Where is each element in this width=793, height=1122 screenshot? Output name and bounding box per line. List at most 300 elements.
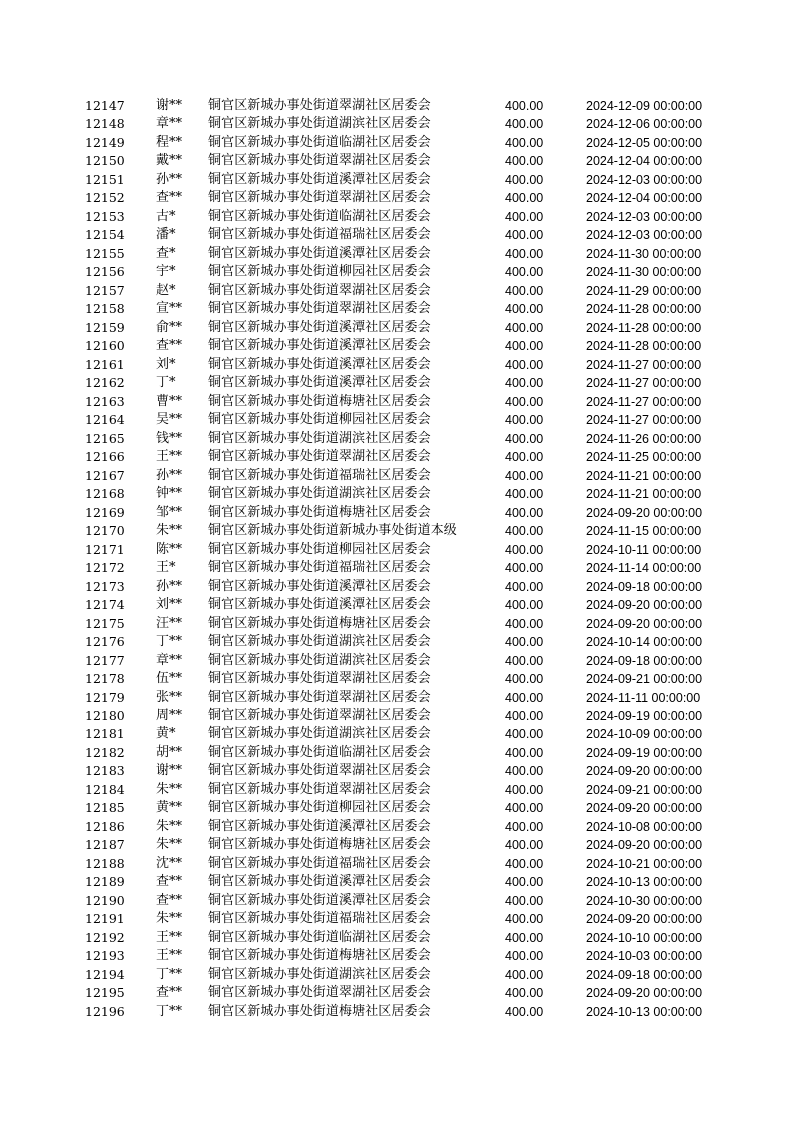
recipient-name: 朱** (156, 781, 183, 797)
record-id: 12195 (85, 985, 125, 1001)
amount: 400.00 (505, 265, 544, 280)
date: 2024-11-11 00:00:00 (586, 690, 701, 705)
date: 2024-10-08 00:00:00 (586, 819, 703, 834)
record-id: 12153 (85, 208, 125, 224)
date: 2024-12-04 00:00:00 (586, 191, 703, 206)
date: 2024-09-18 00:00:00 (586, 967, 703, 982)
date: 2024-11-21 00:00:00 (586, 468, 702, 483)
date: 2024-09-20 00:00:00 (586, 764, 703, 779)
record-id: 12158 (85, 301, 125, 317)
organization: 铜官区新城办事处街道溪潭社区居委会 (208, 818, 431, 834)
record-id: 12175 (85, 615, 125, 631)
table-row (0, 319, 793, 337)
table-row (0, 245, 793, 263)
table-row (0, 929, 793, 947)
recipient-name: 张** (156, 689, 183, 705)
organization: 铜官区新城办事处街道湖滨社区居委会 (208, 430, 431, 446)
table-row (0, 966, 793, 984)
amount: 400.00 (505, 579, 544, 594)
amount: 400.00 (505, 672, 544, 687)
amount: 400.00 (505, 727, 544, 742)
table-row (0, 337, 793, 355)
date: 2024-12-03 00:00:00 (586, 172, 703, 187)
record-id: 12176 (85, 634, 125, 650)
recipient-name: 查* (156, 245, 176, 261)
amount: 400.00 (505, 135, 544, 150)
record-id: 12167 (85, 467, 125, 483)
date: 2024-09-19 00:00:00 (586, 745, 703, 760)
organization: 铜官区新城办事处街道梅塘社区居委会 (208, 393, 431, 409)
recipient-name: 钱** (156, 430, 183, 446)
date: 2024-10-14 00:00:00 (586, 635, 703, 650)
record-id: 12190 (85, 892, 125, 908)
recipient-name: 汪** (156, 615, 183, 631)
organization: 铜官区新城办事处街道临湖社区居委会 (208, 134, 431, 150)
recipient-name: 古* (156, 208, 176, 224)
amount: 400.00 (505, 431, 544, 446)
table-row (0, 282, 793, 300)
record-id: 12163 (85, 393, 125, 409)
record-id: 12180 (85, 707, 125, 723)
date: 2024-09-20 00:00:00 (586, 986, 703, 1001)
organization: 铜官区新城办事处街道福瑞社区居委会 (208, 911, 431, 927)
table-row (0, 411, 793, 429)
table-row (0, 615, 793, 633)
record-id: 12185 (85, 800, 125, 816)
recipient-name: 刘** (156, 597, 183, 613)
table-row (0, 115, 793, 133)
date: 2024-09-21 00:00:00 (586, 672, 703, 687)
organization: 铜官区新城办事处街道溪潭社区居委会 (208, 578, 431, 594)
date: 2024-12-05 00:00:00 (586, 135, 703, 150)
organization: 铜官区新城办事处街道福瑞社区居委会 (208, 467, 431, 483)
amount: 400.00 (505, 99, 544, 113)
table-row (0, 633, 793, 651)
amount: 400.00 (505, 819, 544, 834)
record-id: 12155 (85, 245, 125, 261)
organization: 铜官区新城办事处街道梅塘社区居委会 (208, 615, 431, 631)
amount: 400.00 (505, 893, 544, 908)
record-id: 12164 (85, 412, 125, 428)
date: 2024-11-30 00:00:00 (586, 265, 702, 280)
recipient-name: 赵* (156, 282, 176, 298)
table-row (0, 541, 793, 559)
amount: 400.00 (505, 283, 544, 298)
amount: 400.00 (505, 856, 544, 871)
recipient-name: 章** (156, 652, 183, 668)
organization: 铜官区新城办事处街道溪潭社区居委会 (208, 597, 431, 613)
organization: 铜官区新城办事处街道溪潭社区居委会 (208, 319, 431, 335)
amount: 400.00 (505, 949, 544, 964)
table-row (0, 799, 793, 817)
amount: 400.00 (505, 320, 544, 335)
organization: 铜官区新城办事处街道溪潭社区居委会 (208, 892, 431, 908)
organization: 铜官区新城办事处街道溪潭社区居委会 (208, 356, 431, 372)
recipient-name: 孙** (156, 467, 183, 483)
table-row (0, 910, 793, 928)
table-row (0, 134, 793, 152)
organization: 铜官区新城办事处街道临湖社区居委会 (208, 208, 431, 224)
record-id: 12194 (85, 966, 125, 982)
recipient-name: 丁** (156, 966, 183, 982)
recipient-name: 周** (156, 707, 183, 723)
record-id: 12177 (85, 652, 125, 668)
organization: 铜官区新城办事处街道柳园社区居委会 (208, 800, 431, 816)
organization: 铜官区新城办事处街道新城办事处街道本级 (208, 523, 457, 539)
recipient-name: 朱** (156, 911, 183, 927)
recipient-name: 王* (156, 560, 176, 576)
recipient-name: 王** (156, 929, 183, 945)
table-row (0, 855, 793, 873)
date: 2024-10-11 00:00:00 (586, 542, 702, 557)
organization: 铜官区新城办事处街道福瑞社区居委会 (208, 855, 431, 871)
recipient-name: 谢** (156, 98, 183, 113)
recipient-name: 程** (156, 134, 183, 150)
table-row (0, 689, 793, 707)
amount: 400.00 (505, 967, 544, 982)
amount: 400.00 (505, 801, 544, 816)
record-id: 12191 (85, 911, 125, 927)
organization: 铜官区新城办事处街道溪潭社区居委会 (208, 245, 431, 261)
date: 2024-09-21 00:00:00 (586, 782, 703, 797)
amount: 400.00 (505, 524, 544, 539)
recipient-name: 吴** (156, 412, 183, 428)
recipient-name: 黄* (156, 726, 176, 742)
organization: 铜官区新城办事处街道梅塘社区居委会 (208, 1003, 431, 1019)
date: 2024-09-18 00:00:00 (586, 579, 703, 594)
amount: 400.00 (505, 930, 544, 945)
date: 2024-10-09 00:00:00 (586, 727, 703, 742)
table-row (0, 578, 793, 596)
organization: 铜官区新城办事处街道临湖社区居委会 (208, 929, 431, 945)
amount: 400.00 (505, 154, 544, 169)
recipient-name: 宇* (156, 264, 176, 280)
table-row (0, 596, 793, 614)
record-id: 12159 (85, 319, 125, 335)
table-row (0, 226, 793, 244)
record-id: 12166 (85, 449, 125, 465)
date: 2024-09-20 00:00:00 (586, 838, 703, 853)
table-row (0, 356, 793, 374)
record-id: 12169 (85, 504, 125, 520)
date: 2024-11-15 00:00:00 (586, 524, 702, 539)
amount: 400.00 (505, 912, 544, 927)
recipient-name: 伍** (156, 671, 183, 687)
amount: 400.00 (505, 117, 544, 132)
date: 2024-09-20 00:00:00 (586, 616, 703, 631)
date: 2024-11-28 00:00:00 (586, 302, 702, 317)
table-row (0, 504, 793, 522)
table-row (0, 707, 793, 725)
date: 2024-11-27 00:00:00 (586, 376, 702, 391)
date: 2024-11-21 00:00:00 (586, 487, 702, 502)
record-id: 12154 (85, 227, 125, 243)
organization: 铜官区新城办事处街道湖滨社区居委会 (208, 726, 431, 742)
record-id: 12172 (85, 560, 125, 576)
amount: 400.00 (505, 505, 544, 520)
table-row (0, 559, 793, 577)
date: 2024-09-19 00:00:00 (586, 708, 703, 723)
amount: 400.00 (505, 1004, 544, 1019)
amount: 400.00 (505, 635, 544, 650)
record-id: 12162 (85, 375, 125, 391)
recipient-name: 丁* (156, 375, 176, 391)
organization: 铜官区新城办事处街道福瑞社区居委会 (208, 560, 431, 576)
recipient-name: 王** (156, 948, 183, 964)
recipient-name: 查** (156, 985, 183, 1001)
table-row (0, 374, 793, 392)
amount: 400.00 (505, 339, 544, 354)
amount: 400.00 (505, 875, 544, 890)
record-id: 12161 (85, 356, 125, 372)
table-row (0, 818, 793, 836)
recipient-name: 查** (156, 338, 183, 354)
record-id: 12150 (85, 153, 125, 169)
record-id: 12179 (85, 689, 125, 705)
date: 2024-09-20 00:00:00 (586, 598, 703, 613)
date: 2024-12-09 00:00:00 (586, 99, 703, 113)
date: 2024-10-21 00:00:00 (586, 856, 703, 871)
record-id: 12168 (85, 486, 125, 502)
date: 2024-11-28 00:00:00 (586, 339, 702, 354)
table-row (0, 485, 793, 503)
date: 2024-10-30 00:00:00 (586, 893, 703, 908)
organization: 铜官区新城办事处街道翠湖社区居委会 (208, 98, 431, 113)
organization: 铜官区新城办事处街道翠湖社区居委会 (208, 671, 431, 687)
record-id: 12193 (85, 948, 125, 964)
amount: 400.00 (505, 561, 544, 576)
record-id: 12181 (85, 726, 125, 742)
recipient-name: 查** (156, 892, 183, 908)
recipient-name: 钟** (156, 486, 183, 502)
date: 2024-11-25 00:00:00 (586, 450, 702, 465)
record-id: 12192 (85, 929, 125, 945)
record-id: 12156 (85, 264, 125, 280)
record-id: 12174 (85, 597, 125, 613)
record-id: 12165 (85, 430, 125, 446)
table-row (0, 171, 793, 189)
recipient-name: 朱** (156, 818, 183, 834)
record-id: 12188 (85, 855, 125, 871)
amount: 400.00 (505, 302, 544, 317)
table-row (0, 762, 793, 780)
table-row (0, 1003, 793, 1021)
organization: 铜官区新城办事处街道翠湖社区居委会 (208, 153, 431, 169)
recipient-name: 刘* (156, 356, 176, 372)
recipient-name: 章** (156, 116, 183, 132)
subsidy-table (0, 97, 793, 1021)
date: 2024-10-10 00:00:00 (586, 930, 703, 945)
organization: 铜官区新城办事处街道翠湖社区居委会 (208, 190, 431, 206)
record-id: 12149 (85, 134, 125, 150)
date: 2024-11-26 00:00:00 (586, 431, 702, 446)
organization: 铜官区新城办事处街道溪潭社区居委会 (208, 874, 431, 890)
record-id: 12151 (85, 171, 125, 187)
organization: 铜官区新城办事处街道梅塘社区居委会 (208, 504, 431, 520)
record-id: 12152 (85, 190, 125, 206)
recipient-name: 查** (156, 190, 183, 206)
amount: 400.00 (505, 228, 544, 243)
organization: 铜官区新城办事处街道翠湖社区居委会 (208, 763, 431, 779)
recipient-name: 王** (156, 449, 183, 465)
table-row (0, 781, 793, 799)
table-row (0, 892, 793, 910)
recipient-name: 陈** (156, 541, 183, 557)
amount: 400.00 (505, 413, 544, 428)
date: 2024-09-20 00:00:00 (586, 912, 703, 927)
date: 2024-11-27 00:00:00 (586, 357, 702, 372)
amount: 400.00 (505, 782, 544, 797)
table-row (0, 189, 793, 207)
recipient-name: 查** (156, 874, 183, 890)
table-row (0, 393, 793, 411)
amount: 400.00 (505, 450, 544, 465)
date: 2024-10-03 00:00:00 (586, 949, 703, 964)
table-row (0, 836, 793, 854)
date: 2024-09-18 00:00:00 (586, 653, 703, 668)
date: 2024-10-13 00:00:00 (586, 1004, 703, 1019)
amount: 400.00 (505, 191, 544, 206)
organization: 铜官区新城办事处街道翠湖社区居委会 (208, 707, 431, 723)
recipient-name: 谢** (156, 763, 183, 779)
record-id: 12148 (85, 116, 125, 132)
date: 2024-09-20 00:00:00 (586, 801, 703, 816)
table-row (0, 430, 793, 448)
table-row (0, 300, 793, 318)
date: 2024-12-03 00:00:00 (586, 209, 703, 224)
recipient-name: 丁** (156, 634, 183, 650)
table-row (0, 725, 793, 743)
record-id: 12171 (85, 541, 125, 557)
amount: 400.00 (505, 487, 544, 502)
organization: 铜官区新城办事处街道临湖社区居委会 (208, 744, 431, 760)
recipient-name: 沈** (156, 855, 183, 871)
record-id: 12182 (85, 744, 125, 760)
recipient-name: 邹** (156, 504, 183, 520)
organization: 铜官区新城办事处街道梅塘社区居委会 (208, 948, 431, 964)
table-row (0, 873, 793, 891)
table-row (0, 263, 793, 281)
table-row (0, 448, 793, 466)
organization: 铜官区新城办事处街道翠湖社区居委会 (208, 781, 431, 797)
recipient-name: 戴** (156, 153, 183, 169)
amount: 400.00 (505, 764, 544, 779)
organization: 铜官区新城办事处街道梅塘社区居委会 (208, 837, 431, 853)
date: 2024-10-13 00:00:00 (586, 875, 703, 890)
date: 2024-11-14 00:00:00 (586, 561, 702, 576)
date: 2024-09-20 00:00:00 (586, 505, 703, 520)
amount: 400.00 (505, 542, 544, 557)
organization: 铜官区新城办事处街道湖滨社区居委会 (208, 652, 431, 668)
table-row (0, 744, 793, 762)
date: 2024-11-27 00:00:00 (586, 413, 702, 428)
organization: 铜官区新城办事处街道翠湖社区居委会 (208, 449, 431, 465)
organization: 铜官区新城办事处街道湖滨社区居委会 (208, 634, 431, 650)
date: 2024-11-27 00:00:00 (586, 394, 702, 409)
organization: 铜官区新城办事处街道溪潭社区居委会 (208, 338, 431, 354)
recipient-name: 胡** (156, 744, 183, 760)
recipient-name: 朱** (156, 837, 183, 853)
table-row (0, 522, 793, 540)
amount: 400.00 (505, 246, 544, 261)
table-row (0, 984, 793, 1002)
record-id: 12178 (85, 671, 125, 687)
record-id: 12173 (85, 578, 125, 594)
amount: 400.00 (505, 172, 544, 187)
table-row (0, 467, 793, 485)
organization: 铜官区新城办事处街道翠湖社区居委会 (208, 301, 431, 317)
date: 2024-12-04 00:00:00 (586, 154, 703, 169)
amount: 400.00 (505, 708, 544, 723)
amount: 400.00 (505, 986, 544, 1001)
record-id: 12196 (85, 1003, 125, 1019)
table-row (0, 152, 793, 170)
date: 2024-11-29 00:00:00 (586, 283, 702, 298)
record-id: 12170 (85, 523, 125, 539)
amount: 400.00 (505, 357, 544, 372)
organization: 铜官区新城办事处街道柳园社区居委会 (208, 412, 431, 428)
organization: 铜官区新城办事处街道翠湖社区居委会 (208, 985, 431, 1001)
recipient-name: 孙** (156, 578, 183, 594)
recipient-name: 朱** (156, 523, 183, 539)
amount: 400.00 (505, 616, 544, 631)
amount: 400.00 (505, 468, 544, 483)
organization: 铜官区新城办事处街道翠湖社区居委会 (208, 282, 431, 298)
amount: 400.00 (505, 838, 544, 853)
date: 2024-12-03 00:00:00 (586, 228, 703, 243)
organization: 铜官区新城办事处街道湖滨社区居委会 (208, 486, 431, 502)
record-id: 12147 (85, 98, 125, 113)
recipient-name: 孙** (156, 171, 183, 187)
recipient-name: 曹** (156, 393, 183, 409)
record-id: 12187 (85, 837, 125, 853)
recipient-name: 俞** (156, 319, 183, 335)
table-row (0, 670, 793, 688)
table-row (0, 208, 793, 226)
recipient-name: 黄** (156, 800, 183, 816)
date: 2024-12-06 00:00:00 (586, 117, 703, 132)
recipient-name: 宣** (156, 301, 183, 317)
record-id: 12184 (85, 781, 125, 797)
amount: 400.00 (505, 598, 544, 613)
amount: 400.00 (505, 376, 544, 391)
organization: 铜官区新城办事处街道湖滨社区居委会 (208, 966, 431, 982)
record-id: 12160 (85, 338, 125, 354)
amount: 400.00 (505, 209, 544, 224)
date: 2024-11-28 00:00:00 (586, 320, 702, 335)
table-row (0, 947, 793, 965)
amount: 400.00 (505, 653, 544, 668)
record-id: 12183 (85, 763, 125, 779)
table-row (0, 97, 793, 115)
recipient-name: 潘* (156, 227, 176, 243)
record-id: 12157 (85, 282, 125, 298)
organization: 铜官区新城办事处街道翠湖社区居委会 (208, 689, 431, 705)
organization: 铜官区新城办事处街道柳园社区居委会 (208, 264, 431, 280)
organization: 铜官区新城办事处街道溪潭社区居委会 (208, 171, 431, 187)
recipient-name: 丁** (156, 1003, 183, 1019)
table-row (0, 652, 793, 670)
organization: 铜官区新城办事处街道柳园社区居委会 (208, 541, 431, 557)
amount: 400.00 (505, 745, 544, 760)
organization: 铜官区新城办事处街道福瑞社区居委会 (208, 227, 431, 243)
record-id: 12189 (85, 874, 125, 890)
organization: 铜官区新城办事处街道湖滨社区居委会 (208, 116, 431, 132)
record-id: 12186 (85, 818, 125, 834)
organization: 铜官区新城办事处街道溪潭社区居委会 (208, 375, 431, 391)
amount: 400.00 (505, 394, 544, 409)
amount: 400.00 (505, 690, 544, 705)
